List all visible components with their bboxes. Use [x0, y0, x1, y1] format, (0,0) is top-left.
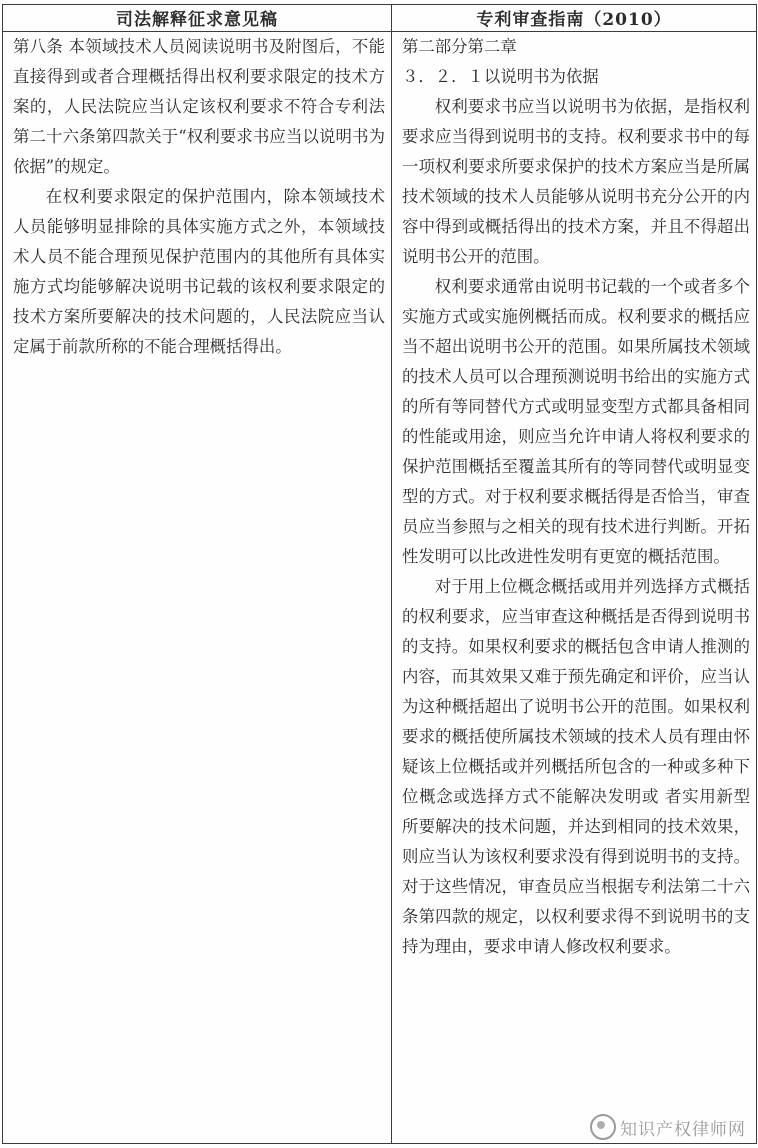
table-content-row [3, 32, 757, 1144]
right-paragraph-genus-claims: 对于用上位概念概括或用并列选择方式概括的权利要求，应当审查这种概括是否得到说明书的支持。如果权利要求的概括包含申请人推测的内容，而其效果又难于预先确定和评价，应当认为这种概括超出了说明书公开的范围。如果权利要求的概括使所属技术领域的技术人员有理由怀疑该上位概括或并列概括所包含的一种或多种下位概念或选择方式不能解决发明或 者实用新型所要解决的技术问题，并达到相同的技术效果，则应当认为该权利要求没有得到说明书的支持。对于这些情况，审查员应当根据专利法第二十六条第四款的规定，以权利要求得不到说明书的支持为理由，要求申请人修改权利要求。 [402, 577, 750, 956]
right-cell [392, 32, 757, 1144]
weibo-logo-icon [590, 1114, 616, 1140]
left-paragraph-scope: 在权利要求限定的保护范围内，除本领域技术人员能够明显排除的具体实施方式之外，本领域技术人员不能合理预见保护范围内的其他所有具体实施方式均能够解决说明书记载的该权利要求限定的技术方案所要解决的技术问题的，人民法院应当认定属于前款所称的不能合理概括得出。 [13, 187, 385, 356]
right-section-heading: ３．２．１以说明书为依据 [402, 67, 599, 86]
watermark-text: 知识产权律师网 [620, 1119, 746, 1140]
left-paragraph-article: 第八条 本领域技术人员阅读说明书及附图后，不能直接得到或者合理概括得出权利要求限定的技术方案的，人民法院应当认定该权利要求不符合专利法第二十六条第四款关于“权利要求书应当以说明书为依据”的规定。 [13, 37, 385, 176]
left-cell [3, 32, 392, 1144]
column-header-left: 司法解释征求意见稿 [3, 5, 392, 32]
watermark [590, 1114, 746, 1140]
table-header-row [3, 5, 757, 32]
right-chapter-heading: 第二部分第二章 [402, 37, 517, 56]
right-paragraph-generalization: 权利要求通常由说明书记载的一个或者多个实施方式或实施例概括而成。权利要求的概括应当不超出说明书公开的范围。如果所属技术领域的技术人员可以合理预测说明书给出的实施方式的所有等同替代方式或明显变型方式都具备相同的性能或用途，则应当允许申请人将权利要求的保护范围概括至覆盖其所有的等同替代或明显变型的方式。对于权利要求概括得是否恰当，审查员应当参照与之相关的现有技术进行判断。开拓性发明可以比改进性发明有更宽的概括范围。 [402, 277, 750, 566]
column-header-right: 专利审查指南（2010） [392, 5, 757, 32]
comparison-table [2, 4, 757, 1144]
right-paragraph-support: 权利要求书应当以说明书为依据，是指权利要求应当得到说明书的支持。权利要求书中的每一项权利要求所要求保护的技术方案应当是所属技术领域的技术人员能够从说明书充分公开的内容中得到或概括得出的技术方案，并且不得超出说明书公开的范围。 [402, 97, 750, 266]
